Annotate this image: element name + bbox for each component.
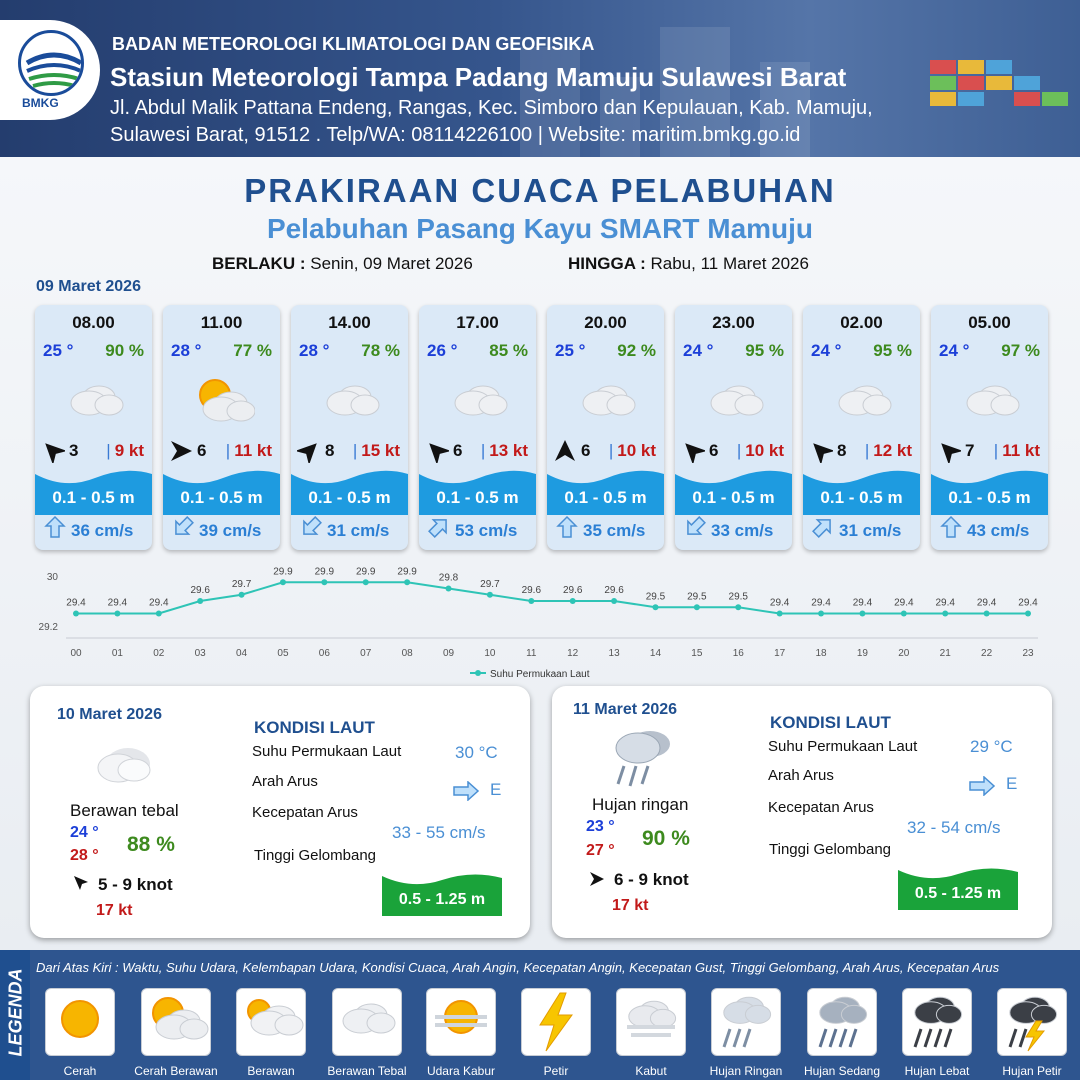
card-gust [353, 441, 400, 461]
data-label: 29.4 [894, 597, 914, 609]
day3-gust: 17 kt [612, 897, 649, 914]
data-point [114, 611, 120, 617]
valid-to [568, 254, 809, 274]
station-name: Stasiun Meteorologi Tampa Padang Mamuju Sulawesi Barat [110, 62, 847, 92]
page-title: PRAKIRAAN CUACA PELABUHAN [244, 172, 836, 209]
day2-tmax: 28 ° [70, 847, 99, 864]
card-time: 17.00 [456, 313, 499, 332]
day2-humidity: 88 % [127, 833, 175, 856]
card-time: 08.00 [72, 313, 115, 332]
data-label: 29.4 [811, 597, 831, 609]
gust-separator: | [993, 441, 999, 460]
day3-wave-label: Tinggi Gelombang [769, 841, 892, 858]
x-tick-label: 04 [236, 648, 248, 659]
x-tick-label: 16 [732, 648, 744, 659]
gust-separator: | [106, 441, 111, 460]
card-wind-speed: 6 [453, 441, 463, 460]
card-temperature: 28 ° [299, 341, 330, 360]
cerah-berawan-icon [142, 989, 210, 1055]
legend-item-label: Berawan [247, 1064, 295, 1078]
card-temperature: 24 ° [811, 341, 842, 360]
logo-emblem-icon [18, 30, 84, 96]
gust-separator: | [864, 441, 870, 460]
legend-item [45, 988, 115, 1056]
card-temperature: 24 ° [683, 341, 714, 360]
card-humidity: 85 % [489, 341, 528, 360]
berawan-tebal-icon [701, 371, 767, 427]
day2-sst-value: 30 °C [455, 743, 498, 762]
day2-gust: 17 kt [96, 902, 133, 919]
data-label: 29.5 [645, 591, 666, 603]
day2-current-dir-icon [452, 781, 480, 801]
x-tick-label: 21 [939, 648, 951, 659]
x-tick-label: 13 [608, 648, 620, 659]
legend-item [236, 988, 306, 1056]
agency-name: BADAN METEOROLOGI KLIMATOLOGI DAN GEOFISIKA [112, 34, 595, 54]
y-tick-label: 30 [46, 572, 58, 583]
legend-item-label: Hujan Petir [1002, 1064, 1062, 1078]
data-label: 29.8 [438, 572, 459, 584]
gust-separator: | [225, 441, 231, 460]
day1-date: 09 Maret 2026 [36, 278, 141, 295]
card-current-speed: 39 cm/s [199, 521, 262, 540]
day2-wind-arrow-icon [72, 874, 90, 892]
data-point [1025, 611, 1031, 617]
card-current-speed: 31 cm/s [839, 521, 902, 540]
card-wind-speed: 7 [965, 441, 975, 460]
data-label: 29.6 [190, 585, 210, 596]
hujan-petir-icon [998, 989, 1066, 1055]
x-tick-label: 11 [526, 648, 537, 659]
day2-condition: Berawan tebal [70, 801, 179, 820]
data-point [156, 611, 162, 617]
x-tick-label: 20 [898, 648, 910, 659]
card-gust [481, 441, 528, 461]
day3-wave-value: 0.5 - 1.25 m [914, 885, 1002, 902]
data-point [280, 579, 286, 585]
card-humidity: 95 % [745, 341, 784, 360]
day3-humidity: 90 % [642, 827, 690, 850]
day3-wind-arrow-icon [588, 870, 606, 888]
card-wave-height: 0.1 - 0.5 m [692, 488, 775, 507]
data-point [446, 586, 452, 592]
hujan-sedang-icon [808, 989, 876, 1055]
sst-chart [30, 560, 1050, 685]
legend-item [997, 988, 1067, 1056]
legend-side-label: LEGENDA [5, 968, 26, 1057]
day3-tmax: 27 ° [586, 842, 615, 859]
legend-item-label: Kabut [635, 1064, 667, 1078]
day3-sst-label: Suhu Permukaan Laut [768, 738, 918, 755]
address-line-1: Jl. Abdul Malik Pattana Endeng, Rangas, Kec. Simboro dan Kepulauan, Kab. Mamuju, [110, 97, 873, 119]
x-tick-label: 00 [70, 648, 82, 659]
card-temperature: 24 ° [939, 341, 970, 360]
day2-wave-value: 0.5 - 1.25 m [398, 891, 486, 908]
day2-wind: 5 - 9 knot [98, 875, 173, 894]
data-point [570, 598, 576, 604]
day2-wave-label: Tinggi Gelombang [254, 847, 377, 864]
berawan-icon [237, 989, 305, 1055]
legend-item-label: Hujan Sedang [803, 1064, 881, 1078]
card-temperature: 25 ° [43, 341, 74, 360]
x-tick-label: 19 [856, 648, 868, 659]
data-label: 29.4 [149, 597, 169, 609]
data-label: 29.4 [66, 597, 86, 609]
data-point [777, 611, 783, 617]
valid-to-value: Rabu, 11 Maret 2026 [650, 254, 809, 273]
data-point [818, 611, 824, 617]
card-wind-speed: 8 [837, 441, 847, 460]
day3-date: 11 Maret 2026 [573, 701, 678, 718]
x-tick-label: 07 [360, 648, 372, 659]
x-tick-label: 08 [401, 648, 413, 659]
card-gust [865, 441, 912, 461]
day3-wind: 6 - 9 knot [614, 870, 689, 889]
legend-bar [0, 950, 1080, 1080]
day3-card [552, 686, 1052, 938]
card-humidity: 95 % [873, 341, 912, 360]
current-direction-icon [171, 515, 195, 539]
card-humidity: 97 % [1001, 341, 1040, 360]
card-wave-height: 0.1 - 0.5 m [52, 488, 135, 507]
berawan-tebal-icon [317, 371, 383, 427]
card-time: 05.00 [968, 313, 1011, 332]
data-label: 29.4 [935, 597, 955, 609]
card-wave-height: 0.1 - 0.5 m [948, 488, 1031, 507]
card-wave-height: 0.1 - 0.5 m [436, 488, 519, 507]
x-tick-label: 14 [649, 648, 662, 659]
forecast-card [675, 305, 792, 550]
data-label: 29.5 [687, 591, 707, 603]
card-gust-value: 12 kt [873, 441, 912, 460]
card-current-speed: 33 cm/s [711, 521, 774, 540]
card-gust-value: 9 kt [114, 441, 144, 460]
x-tick-label: 03 [194, 648, 206, 659]
day2-sea-title: KONDISI LAUT [254, 718, 375, 737]
data-label: 29.9 [273, 566, 293, 578]
x-tick-label: 02 [153, 648, 165, 659]
data-point [901, 611, 907, 617]
legend-swatch-dot [475, 670, 481, 676]
data-point [735, 604, 741, 610]
data-label: 29.6 [604, 585, 624, 596]
card-gust-value: 13 kt [489, 441, 528, 460]
data-point [611, 598, 617, 604]
forecast-card [35, 305, 152, 550]
card-current-speed: 43 cm/s [967, 521, 1030, 540]
berawan-tebal-icon [573, 371, 639, 427]
day3-sea-title: KONDISI LAUT [770, 713, 891, 732]
data-point [363, 579, 369, 585]
data-label: 29.7 [480, 578, 500, 590]
address-line-2: Sulawesi Barat, 91512 . Telp/WA: 08114226100 | Website: maritim.bmkg.go.id [110, 124, 801, 146]
gust-separator: | [480, 441, 486, 460]
berawan-tebal-icon [829, 371, 895, 427]
current-direction-icon [939, 515, 963, 539]
x-tick-label: 22 [981, 648, 993, 659]
legend-item-label: Cerah [63, 1064, 97, 1078]
kabut-icon [617, 989, 685, 1055]
data-point [239, 592, 245, 598]
berawan-tebal-icon [333, 989, 401, 1055]
card-humidity: 90 % [105, 341, 144, 360]
card-wave-height: 0.1 - 0.5 m [180, 488, 263, 507]
card-gust [737, 441, 784, 461]
day3-dir-value: E [1006, 774, 1018, 793]
gust-separator: | [736, 441, 742, 460]
current-direction-icon [811, 515, 835, 539]
card-time: 14.00 [328, 313, 371, 332]
day3-dir-label: Arah Arus [768, 767, 834, 784]
valid-from-value: Senin, 09 Maret 2026 [310, 254, 473, 273]
legend-caption: Dari Atas Kiri : Waktu, Suhu Udara, Kelembapan Udara, Kondisi Cuaca, Arah Angin, Kecepatan Angin, Kecepatan Gust, Tinggi Gelombang, Arah Arus, Kecepatan Arus [36, 960, 1000, 975]
current-direction-icon [427, 515, 451, 539]
card-gust-value: 10 kt [617, 441, 656, 460]
card-wind-speed: 8 [325, 441, 335, 460]
card-current-speed: 36 cm/s [71, 521, 134, 540]
legend-item-label: Cerah Berawan [134, 1064, 218, 1078]
udara-kabur-icon [427, 989, 495, 1055]
current-direction-icon [299, 515, 323, 539]
gust-separator: | [352, 441, 358, 460]
legend-item-label: Udara Kabur [426, 1064, 496, 1078]
data-label: 29.6 [562, 585, 583, 596]
card-wave-height: 0.1 - 0.5 m [820, 488, 903, 507]
bmkg-logo [0, 20, 100, 120]
data-point [652, 604, 658, 610]
card-gust-value: 10 kt [745, 441, 784, 460]
card-gust [994, 441, 1040, 461]
day2-sst-label: Suhu Permukaan Laut [252, 743, 402, 760]
day2-card [30, 686, 530, 938]
x-tick-label: 15 [691, 648, 703, 659]
card-humidity: 77 % [233, 341, 272, 360]
forecast-card [419, 305, 536, 550]
card-wave-height: 0.1 - 0.5 m [564, 488, 647, 507]
day2-dir-label: Arah Arus [252, 773, 318, 790]
x-tick-label: 17 [774, 648, 786, 659]
data-label: 29.6 [521, 585, 542, 596]
header-banner [0, 0, 1080, 157]
berawan-tebal-icon [957, 371, 1023, 427]
cerah-berawan-icon [189, 371, 255, 427]
day3-tmin: 23 ° [586, 818, 615, 835]
x-tick-label: 01 [111, 648, 123, 659]
legend-item-label: Hujan Lebat [904, 1064, 970, 1078]
card-wind-speed: 6 [197, 441, 207, 460]
berawan-tebal-icon [90, 736, 160, 786]
day3-current-dir-icon [968, 776, 996, 796]
card-gust [106, 441, 144, 461]
x-tick-label: 10 [484, 648, 496, 659]
card-time: 20.00 [584, 313, 627, 332]
cerah-icon [46, 989, 114, 1055]
legend-item [141, 988, 211, 1056]
legend-item [332, 988, 402, 1056]
forecast-card [931, 305, 1048, 550]
data-point [528, 598, 534, 604]
card-humidity: 92 % [617, 341, 656, 360]
data-point [487, 592, 493, 598]
data-point [859, 611, 865, 617]
data-label: 29.9 [356, 566, 376, 578]
day2-tmin: 24 ° [70, 824, 99, 841]
card-temperature: 28 ° [171, 341, 202, 360]
page-subtitle: Pelabuhan Pasang Kayu SMART Mamuju [266, 213, 814, 244]
x-tick-label: 05 [277, 648, 289, 659]
current-direction-icon [683, 515, 707, 539]
sst-series-line [76, 582, 1028, 613]
hujan-ringan-icon [712, 989, 780, 1055]
data-label: 29.4 [976, 597, 997, 609]
x-tick-label: 06 [318, 648, 330, 659]
card-time: 23.00 [712, 313, 755, 332]
data-point [197, 598, 203, 604]
data-point [321, 579, 327, 585]
data-label: 29.4 [1018, 597, 1038, 609]
y-tick-label: 29.2 [38, 622, 58, 633]
data-label: 29.4 [769, 597, 790, 609]
card-gust-value: 11 kt [234, 441, 272, 460]
card-wind-speed: 6 [581, 441, 591, 460]
current-direction-icon [43, 515, 67, 539]
valid-from-label: BERLAKU : [212, 254, 306, 273]
day2-speed-label: Kecepatan Arus [252, 804, 358, 821]
x-tick-label: 18 [815, 648, 827, 659]
data-label: 29.9 [314, 566, 335, 578]
gust-separator: | [608, 441, 614, 460]
x-tick-label: 09 [442, 648, 455, 659]
berawan-tebal-icon [445, 371, 511, 427]
legend-item [807, 988, 877, 1056]
card-wind-speed: 3 [69, 441, 79, 460]
card-gust-value: 15 kt [361, 441, 400, 460]
valid-from [212, 254, 473, 274]
data-label: 29.4 [852, 597, 873, 609]
day3-condition: Hujan ringan [592, 795, 689, 814]
logo-text: BMKG [22, 96, 59, 110]
x-tick-label: 23 [1022, 648, 1034, 659]
card-current-speed: 31 cm/s [327, 521, 390, 540]
data-point [73, 611, 79, 617]
card-current-speed: 35 cm/s [583, 521, 646, 540]
hujan-lebat-icon [903, 989, 971, 1055]
data-point [984, 611, 990, 617]
card-temperature: 25 ° [555, 341, 586, 360]
valid-to-label: HINGGA : [568, 254, 646, 273]
x-tick-label: 12 [567, 648, 579, 659]
day3-speed-label: Kecepatan Arus [768, 799, 874, 816]
day3-speed-value: 32 - 54 cm/s [907, 818, 1001, 837]
card-humidity: 78 % [361, 341, 400, 360]
legend-item-label: Berawan Tebal [327, 1064, 407, 1078]
card-temperature: 26 ° [427, 341, 458, 360]
day3-sst-value: 29 °C [970, 737, 1013, 756]
data-point [942, 611, 948, 617]
data-label: 29.9 [397, 566, 417, 578]
data-label: 29.7 [231, 578, 252, 590]
data-point [404, 579, 410, 585]
legend-item-label: Hujan Ringan [709, 1064, 783, 1078]
data-label: 29.4 [107, 597, 128, 609]
legend-item-label: Petir [543, 1064, 569, 1078]
legend-item [426, 988, 496, 1056]
card-wave-height: 0.1 - 0.5 m [308, 488, 391, 507]
card-time: 11.00 [200, 313, 243, 332]
forecast-card [803, 305, 920, 550]
card-time: 02.00 [840, 313, 883, 332]
legend-item [711, 988, 781, 1056]
legend-item [902, 988, 972, 1056]
card-gust-value: 11 kt [1002, 441, 1040, 460]
forecast-card [291, 305, 408, 550]
day2-date: 10 Maret 2026 [57, 706, 162, 723]
card-wind-speed: 6 [709, 441, 719, 460]
current-direction-icon [555, 515, 579, 539]
day2-speed-value: 33 - 55 cm/s [392, 823, 486, 842]
hujan-ringan-icon [608, 726, 678, 790]
legend-side [0, 950, 30, 1080]
forecast-card [547, 305, 664, 550]
petir-icon [522, 989, 590, 1055]
legend-entry: Suhu Permukaan Laut [490, 669, 590, 680]
card-gust [609, 441, 656, 461]
legend-item [616, 988, 686, 1056]
forecast-card [163, 305, 280, 550]
data-label: 29.5 [728, 591, 748, 603]
legend-item [521, 988, 591, 1056]
card-gust [226, 441, 272, 461]
card-current-speed: 53 cm/s [455, 521, 518, 540]
berawan-tebal-icon [61, 371, 127, 427]
day2-dir-value: E [490, 780, 502, 799]
data-point [694, 604, 700, 610]
